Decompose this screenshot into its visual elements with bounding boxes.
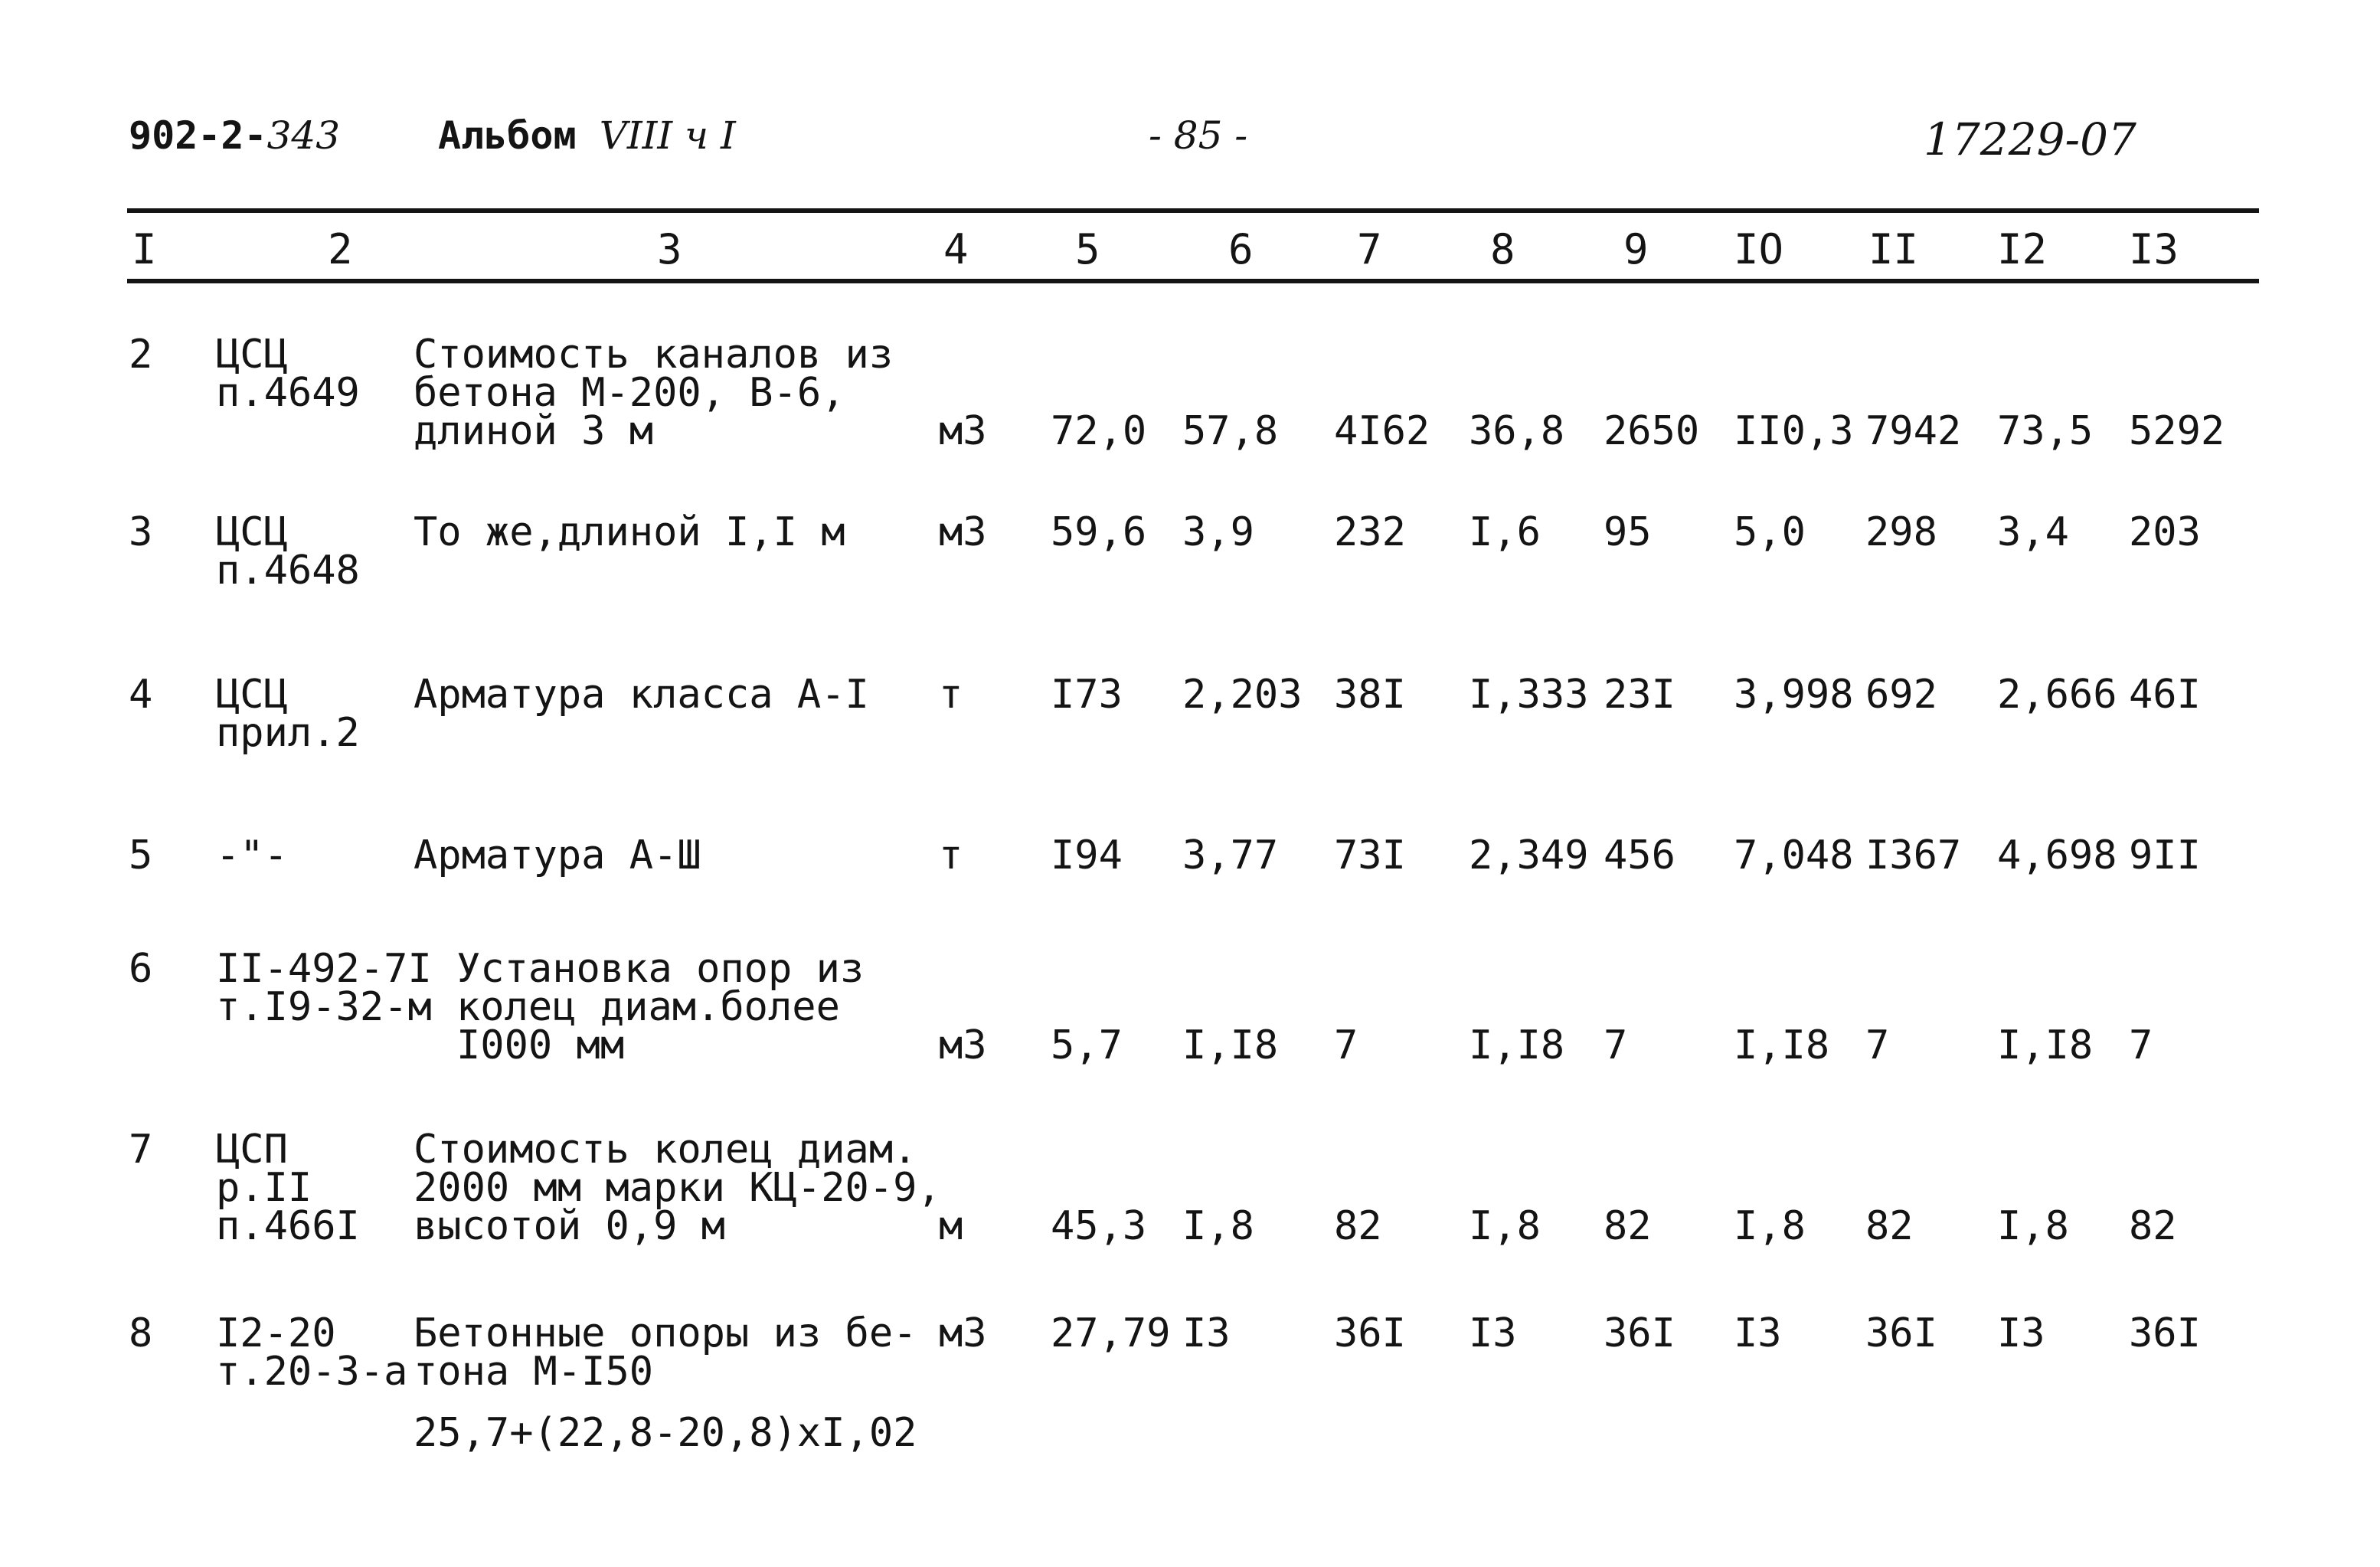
value-cell: 36,8 <box>1469 408 1565 454</box>
value-cell: 2,203 <box>1182 672 1303 718</box>
value-cell: 73I <box>1334 833 1406 878</box>
value-cell: 2,349 <box>1469 833 1589 878</box>
description-line: I000 мм <box>456 1022 625 1068</box>
value-cell: I,I8 <box>1734 1022 1830 1068</box>
value-cell: 203 <box>2129 509 2201 555</box>
value-cell: I367 <box>1865 833 1962 878</box>
album-label-handwritten: VIII ч I <box>599 113 736 158</box>
value-cell: 3,9 <box>1182 509 1254 555</box>
column-number: 8 <box>1490 225 1515 273</box>
value-cell: 7 <box>2129 1022 2153 1068</box>
row-number: 3 <box>129 509 153 555</box>
description-line: Арматура класса А-I <box>414 672 869 718</box>
column-number: 2 <box>328 225 353 273</box>
value-cell: 36I <box>2129 1310 2201 1356</box>
reference-code-line: -"- <box>216 833 288 878</box>
value-cell: 5292 <box>2129 408 2225 454</box>
unit-cell: м <box>939 1203 963 1249</box>
reference-code-line: т.I9-32-м <box>216 984 432 1030</box>
reference-code-line: п.4648 <box>216 548 360 594</box>
sheet-code: 17229-07 <box>1924 113 2136 165</box>
reference-code-line: п.4649 <box>216 370 360 416</box>
reference-code-line: т.20-3-а <box>216 1349 408 1395</box>
reference-code-line: ЦСЦ <box>216 332 288 378</box>
table-top-rule <box>127 208 2259 213</box>
album-label <box>438 113 736 158</box>
page-number: - 85 - <box>1149 113 1248 158</box>
column-number: 3 <box>657 225 682 273</box>
value-cell: I3 <box>1469 1310 1517 1356</box>
value-cell: 82 <box>2129 1203 2177 1249</box>
value-cell: I,I8 <box>1182 1022 1279 1068</box>
value-cell: 38I <box>1334 672 1406 718</box>
value-cell: 7 <box>1604 1022 1628 1068</box>
description-line: То же,длиной I,I м <box>414 509 845 555</box>
row-number: 8 <box>129 1310 153 1356</box>
value-cell: 45,3 <box>1051 1203 1147 1249</box>
value-cell: 692 <box>1865 672 1937 718</box>
description-line: тона М-I50 <box>414 1349 654 1395</box>
row-number: 6 <box>129 946 153 992</box>
value-cell: I,6 <box>1469 509 1541 555</box>
document-code <box>129 113 340 158</box>
value-cell: 82 <box>1604 1203 1652 1249</box>
value-cell: 2650 <box>1604 408 1700 454</box>
value-cell: 5,7 <box>1051 1022 1123 1068</box>
value-cell: I73 <box>1051 672 1123 718</box>
value-cell: 36I <box>1604 1310 1675 1356</box>
value-cell: I3 <box>1734 1310 1782 1356</box>
value-cell: I3 <box>1997 1310 2045 1356</box>
description-line: Стоимость колец диам. <box>414 1127 917 1173</box>
value-cell: 36I <box>1334 1310 1406 1356</box>
description-line: высотой 0,9 м <box>414 1203 725 1249</box>
value-cell: 59,6 <box>1051 509 1147 555</box>
column-number: I2 <box>1997 225 2048 273</box>
reference-code-line: ЦСЦ <box>216 509 288 555</box>
column-number: 6 <box>1228 225 1254 273</box>
description-line: 2000 мм марки КЦ-20-9, <box>414 1165 941 1211</box>
reference-code-line: I2-20 <box>216 1310 336 1356</box>
reference-code-line: п.466I <box>216 1203 360 1249</box>
value-cell: 7 <box>1865 1022 1890 1068</box>
formula-line: 25,7+(22,8-20,8)xI,02 <box>414 1410 917 1456</box>
value-cell: I3 <box>1182 1310 1231 1356</box>
value-cell: I,I8 <box>1997 1022 2094 1068</box>
column-number: IO <box>1734 225 1784 273</box>
column-number: 5 <box>1075 225 1100 273</box>
unit-cell: м3 <box>939 1022 987 1068</box>
column-number: I <box>132 225 157 273</box>
value-cell: 95 <box>1604 509 1652 555</box>
reference-code-line: р.II <box>216 1165 312 1211</box>
column-number: 4 <box>943 225 969 273</box>
unit-cell: м3 <box>939 408 987 454</box>
table-header-rule <box>127 279 2259 283</box>
document-code-handwritten: 343 <box>266 113 341 158</box>
value-cell: 232 <box>1334 509 1406 555</box>
column-number: II <box>1868 225 1919 273</box>
value-cell: 72,0 <box>1051 408 1147 454</box>
column-number: I3 <box>2129 225 2179 273</box>
value-cell: 5,0 <box>1734 509 1806 555</box>
reference-code-line: ЦСП <box>216 1127 288 1173</box>
value-cell: 82 <box>1334 1203 1382 1249</box>
value-cell: I,I8 <box>1469 1022 1565 1068</box>
reference-code-line: ЦСЦ <box>216 672 288 718</box>
value-cell: 27,79 <box>1051 1310 1171 1356</box>
row-number: 5 <box>129 833 153 878</box>
value-cell: I94 <box>1051 833 1123 878</box>
value-cell: 298 <box>1865 509 1937 555</box>
value-cell: 36I <box>1865 1310 1937 1356</box>
value-cell: 2,666 <box>1997 672 2117 718</box>
row-number: 2 <box>129 332 153 378</box>
value-cell: 7,048 <box>1734 833 1854 878</box>
description-line: Бетонные опоры из бе- <box>414 1310 917 1356</box>
value-cell: I,8 <box>1997 1203 2069 1249</box>
description-line: бетона М-200, В-6, <box>414 370 845 416</box>
value-cell: 456 <box>1604 833 1675 878</box>
row-number: 4 <box>129 672 153 718</box>
value-cell: 7942 <box>1865 408 1962 454</box>
value-cell: I,8 <box>1182 1203 1254 1249</box>
row-number: 7 <box>129 1127 153 1173</box>
value-cell: 3,77 <box>1182 833 1279 878</box>
value-cell: I,8 <box>1734 1203 1806 1249</box>
value-cell: 3,998 <box>1734 672 1854 718</box>
document-code-printed: 902-2- <box>129 113 267 158</box>
value-cell: 73,5 <box>1997 408 2094 454</box>
description-line: Арматура А-Ш <box>414 833 701 878</box>
reference-code-line: II-492-7I <box>216 946 432 992</box>
album-label-printed: Альбом <box>438 113 577 158</box>
value-cell: 23I <box>1604 672 1675 718</box>
description-line: длиной 3 м <box>414 408 654 454</box>
column-number: 7 <box>1357 225 1382 273</box>
value-cell: 4,698 <box>1997 833 2117 878</box>
value-cell: 9II <box>2129 833 2201 878</box>
value-cell: 46I <box>2129 672 2201 718</box>
value-cell: 82 <box>1865 1203 1914 1249</box>
description-line: колец диам.более <box>456 984 840 1030</box>
unit-cell: т <box>939 672 963 718</box>
unit-cell: м3 <box>939 1310 987 1356</box>
reference-code-line: прил.2 <box>216 710 360 756</box>
column-number: 9 <box>1623 225 1649 273</box>
value-cell: 3,4 <box>1997 509 2069 555</box>
description-line: Стоимость каналов из <box>414 332 894 378</box>
value-cell: I,333 <box>1469 672 1589 718</box>
value-cell: II0,3 <box>1734 408 1854 454</box>
value-cell: 57,8 <box>1182 408 1279 454</box>
value-cell: 4I62 <box>1334 408 1430 454</box>
unit-cell: м3 <box>939 509 987 555</box>
unit-cell: т <box>939 833 963 878</box>
value-cell: I,8 <box>1469 1203 1541 1249</box>
value-cell: 7 <box>1334 1022 1358 1068</box>
description-line: Установка опор из <box>456 946 865 992</box>
